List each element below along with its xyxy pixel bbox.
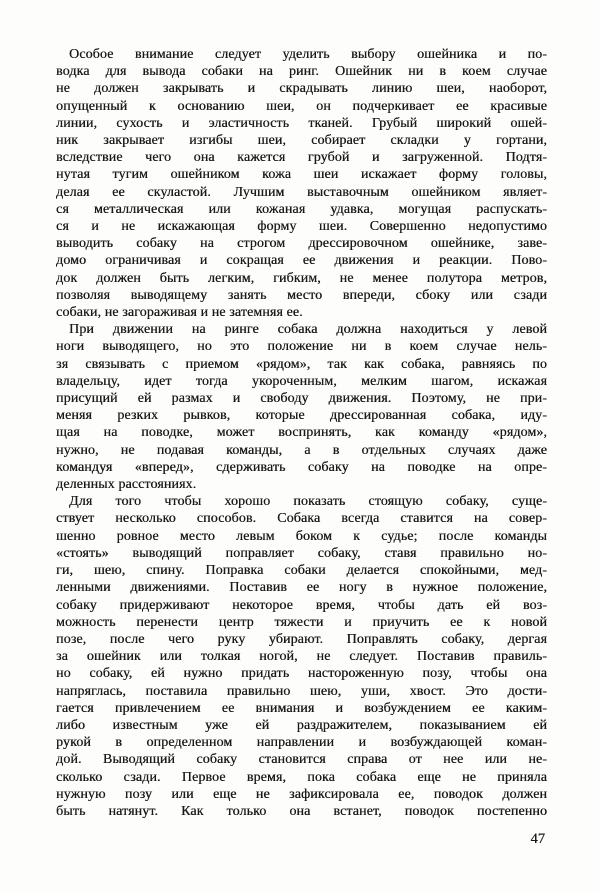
- text-line: ник закрывает изгибы шеи, собирает складки у гортани,: [56, 133, 547, 149]
- text-line: дой. Выводящий собаку становится справа от нее или не-: [56, 752, 547, 768]
- text-line: за ошейник или толкая ногой, не следует. Поставив правиль-: [56, 649, 547, 665]
- text-line: владельцу, идет тогда укороченным, мелким шагом, искажая: [56, 373, 547, 389]
- text-line: напряглась, поставила правильно шею, уши, хвост. Это дости-: [56, 683, 547, 699]
- text-line: водка для вывода собаки на ринг. Ошейник ни в коем случае: [56, 64, 547, 80]
- text-line: быть натянут. Как только она встанет, поводок постепенно: [56, 803, 547, 819]
- text-line: позволяя выводящему занять место впереди, сбоку или сзади: [56, 287, 547, 303]
- text-line: можность перенести центр тяжести и приучить ее к новой: [56, 614, 547, 630]
- text-line: но собаку, ей нужно придать настороженную позу, чтобы она: [56, 666, 547, 682]
- paragraph: [56, 321, 547, 493]
- text-line: собаки, не загораживая и не затемняя ее.: [56, 305, 303, 321]
- text-line: При движении на ринге собака должна находиться у левой: [69, 322, 547, 338]
- text-line: ленными движениями. Поставив ее ногу в нужное положение,: [56, 580, 547, 596]
- text-line: нужно, не подавая команды, а в отдельных случаях даже: [56, 442, 547, 458]
- text-line: выводить собаку на строгом дрессировочном ошейнике, заве-: [56, 236, 547, 252]
- text-line: домо ограничивая и сокращая ее движения и реакции. Пово-: [56, 253, 547, 269]
- text-line: командуя «вперед», сдерживать собаку на поводке на опре-: [56, 459, 547, 475]
- text-line: опущенный к основанию шеи, он подчеркивает ее красивые: [56, 98, 547, 114]
- text-line: вследствие чего она кажется грубой и загруженной. Подтя-: [56, 150, 547, 166]
- page-number: 47: [530, 831, 545, 847]
- text-line: сколько сзади. Первое время, пока собака еще не приняла: [56, 769, 547, 785]
- paragraph: [56, 493, 547, 820]
- text-line: присущий ей размах и свободу движения. Поэтому, не при-: [56, 391, 547, 407]
- text-block: [56, 46, 547, 820]
- text-line: щая на поводке, может воспринять, как команду «рядом»,: [56, 425, 547, 441]
- text-line: позе, после чего руку убирают. Поправлять собаку, дергая: [56, 631, 547, 647]
- paragraph: [56, 46, 547, 321]
- text-line: ся металлическая или кожаная удавка, могущая распускать-: [56, 201, 547, 217]
- text-line: ноги выводящего, но это положение ни в коем случае нель-: [56, 339, 547, 355]
- text-line: шенно ровное место левым боком к судье; после команды: [56, 528, 547, 544]
- text-line: гается привлечением ее внимания и возбуждением ее каким-: [56, 700, 547, 716]
- text-line: нутая тугим ошейником кожа шеи искажает форму головы,: [56, 167, 547, 183]
- text-line: Особое внимание следует уделить выбору ошейника и по-: [69, 47, 547, 62]
- text-line: нужную позу или еще не зафиксировала ее, поводок должен: [56, 786, 547, 802]
- text-line: не должен закрывать и скрадывать линию шеи, наоборот,: [56, 81, 547, 97]
- text-line: «стоять» выводящий поправляет собаку, ставя правильно но-: [56, 545, 547, 561]
- text-line: линии, сухость и эластичность тканей. Грубый широкий ошей-: [56, 115, 547, 131]
- text-line: собаку придерживают некоторое время, чтобы дать ей воз-: [56, 597, 547, 613]
- text-line: Для того чтобы хорошо показать стоящую собаку, суще-: [69, 494, 547, 510]
- text-line: ги, шею, спину. Поправка собаки делается спокойными, мед-: [56, 563, 547, 579]
- text-line: ствует несколько способов. Собака всегда ставится на совер-: [56, 511, 547, 527]
- text-line: меняя резких рывков, которые дрессированная собака, иду-: [56, 408, 547, 424]
- text-line: ся и не искажающая форму шеи. Совершенно недопустимо: [56, 219, 547, 235]
- text-line: док должен быть легким, гибким, не менее полутора метров,: [56, 270, 547, 286]
- text-line: рукой в определенном направлении и возбуждающей коман-: [56, 735, 547, 751]
- text-line: деленных расстояниях.: [56, 477, 197, 493]
- text-line: зя связывать с приемом «рядом», так как собака, равняясь по: [56, 356, 547, 372]
- text-line: либо известным уже ей раздражителем, показыванием ей: [56, 717, 547, 733]
- text-line: делая ее скуластой. Лучшим выставочным ошейником являет-: [56, 184, 547, 200]
